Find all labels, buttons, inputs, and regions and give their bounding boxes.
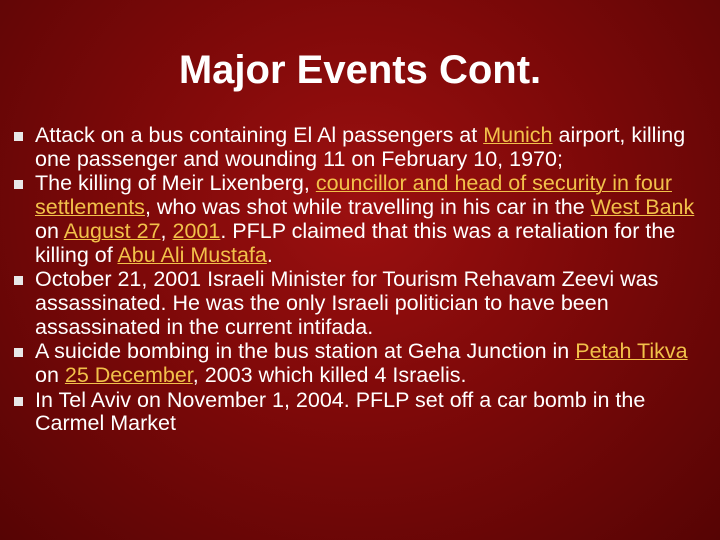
hyperlink[interactable]: Abu Ali Mustafa [117,242,267,267]
bullet-item [14,389,704,436]
square-bullet-icon [14,397,23,406]
hyperlink[interactable]: West Bank [590,195,695,220]
bullet-item [14,340,704,387]
bullet-text: October 21, 2001 Israeli Minister for Tourism Rehavam Zeevi was assassinated. He was the only Israeli politician to have been assassinated in the current intifada. [35,267,659,339]
bullet-text: In Tel Aviv on November 1, 2004. PFLP set off a car bomb in the Carmel Market [35,387,646,436]
bullet-list [14,124,704,437]
bullet-text: , [160,218,173,243]
square-bullet-icon [14,348,23,357]
hyperlink[interactable]: Petah Tikva [575,339,688,364]
bullet-text: The killing of Meir Lixenberg, [35,171,316,196]
square-bullet-icon [14,180,23,189]
hyperlink[interactable]: Munich [483,123,553,147]
hyperlink[interactable]: August 27 [63,218,161,243]
hyperlink[interactable]: 25 December [64,363,193,388]
hyperlink[interactable]: 2001 [172,218,221,243]
bullet-item [14,268,704,339]
bullet-item [14,172,704,267]
bullet-text: . [266,242,273,267]
bullet-text: , 2003 which killed 4 Israelis. [192,363,467,388]
bullet-text: A suicide bombing in the bus station at Geha Junction in [35,339,576,364]
bullet-text: on [35,218,64,243]
bullet-text: . PFLP claimed that this was a retaliation for the killing of [35,218,676,267]
bullet-text: Attack on a bus containing El Al passengers at [35,123,484,147]
bullet-text: airport, killing one passenger and wounding 11 on February 10, 1970; [35,123,686,171]
square-bullet-icon [14,132,23,141]
square-bullet-icon [14,276,23,285]
bullet-text: on [35,363,65,388]
bullet-item [14,124,704,171]
bullet-text: , who was shot while travelling in his car in the [144,195,591,220]
slide-title: Major Events Cont. [178,48,542,92]
hyperlink[interactable]: councillor and head of security in four settlements [35,171,672,220]
